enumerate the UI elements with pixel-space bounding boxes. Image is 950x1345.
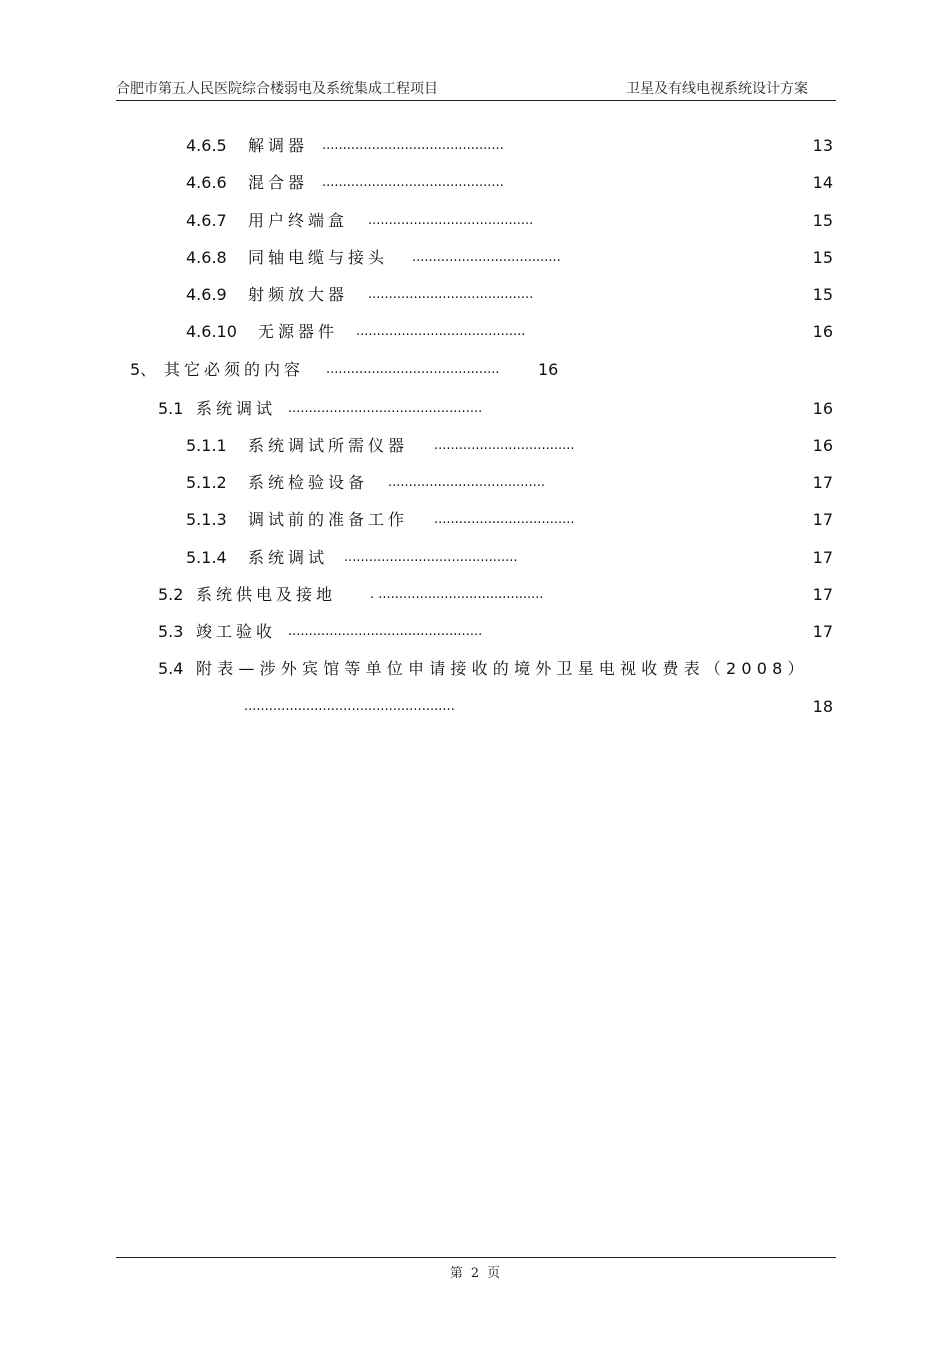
header-project-title: 合肥市第五人民医院综合楼弱电及系统集成工程项目 [116, 81, 438, 97]
toc-entry-title: 附表—涉外宾馆等单位申请接收的境外卫星电视收费表（2008） [196, 659, 809, 678]
toc-entry-title: 系统调试 [248, 548, 329, 567]
toc-entry-number: 4.6.10 [186, 322, 237, 341]
toc-entry-page: 15 [812, 285, 833, 304]
toc-entry-page: 15 [812, 211, 833, 230]
toc-entry-number: 4.6.8 [186, 248, 227, 267]
toc-entry-title: 系统调试 [196, 399, 277, 418]
toc-entry-page: 14 [812, 173, 833, 192]
toc-entry-number: 4.6.7 [186, 211, 227, 230]
toc-entry-page: 16 [812, 399, 833, 418]
footer-prefix: 第 [449, 1266, 463, 1281]
toc-entry-leader: ................................................... [244, 699, 455, 714]
toc-entry-number: 4.6.9 [186, 285, 227, 304]
toc-entry-leader: .......................................... [326, 362, 500, 377]
toc-entry-number: 5.4 [158, 659, 184, 678]
toc-entry-page: 18 [812, 697, 833, 716]
footer-suffix: 页 [487, 1266, 501, 1281]
toc-entry-leader: ........................................ [368, 287, 534, 302]
toc-entry-page: 16 [812, 436, 833, 455]
toc-entry-number: 5、 [130, 360, 157, 379]
page-footer [0, 1262, 950, 1281]
toc-entry-number: 5.1.2 [186, 473, 227, 492]
toc-entry-title: 混合器 [248, 173, 309, 192]
toc-entry-leader: . ........................................ [370, 587, 544, 602]
toc-entry-page: 17 [812, 473, 833, 492]
header-document-title: 卫星及有线电视系统设计方案 [626, 81, 808, 97]
toc-entry-title: 竣工验收 [196, 622, 277, 641]
toc-entry-leader: .................................. [434, 438, 575, 453]
toc-entry-leader: ......................................... [356, 324, 526, 339]
toc-entry-leader: ........................................ [368, 213, 534, 228]
toc-entry-number: 4.6.6 [186, 173, 227, 192]
toc-entry-leader: ............................................... [288, 624, 483, 639]
toc-entry-leader: .......................................... [344, 550, 518, 565]
toc-entry-number: 5.1.3 [186, 510, 227, 529]
toc-entry-title: 射频放大器 [248, 285, 349, 304]
toc-entry-page: 13 [812, 136, 833, 155]
toc-entry-title: 系统检验设备 [248, 473, 369, 492]
toc-entry-title: 同轴电缆与接头 [248, 248, 389, 267]
toc-entry-leader: ............................................... [288, 401, 483, 416]
toc-entry-title: 系统供电及接地 [196, 585, 337, 604]
toc-entry-page: 17 [812, 585, 833, 604]
toc-entry-leader: ............................................ [322, 138, 504, 153]
toc-entry-page: 17 [812, 510, 833, 529]
toc-entry-leader: ...................................... [388, 475, 546, 490]
toc-entry-number: 5.3 [158, 622, 184, 641]
toc-entry-title: 系统调试所需仪器 [248, 436, 409, 455]
toc-entry-number: 5.2 [158, 585, 184, 604]
page-header [116, 76, 836, 101]
footer-divider [116, 1257, 836, 1258]
toc-entry-number: 5.1.4 [186, 548, 227, 567]
toc-entry-page: 17 [812, 548, 833, 567]
toc-entry-title: 调试前的准备工作 [248, 510, 409, 529]
footer-page-number: 2 [470, 1266, 480, 1281]
toc-entry-leader: ............................................ [322, 175, 504, 190]
toc-entry-page: 17 [812, 622, 833, 641]
toc-entry-leader: .................................. [434, 512, 575, 527]
toc-entry-title: 解调器 [248, 136, 309, 155]
toc-entry-title: 其它必须的内容 [164, 360, 305, 379]
toc-entry-number: 5.1 [158, 399, 184, 418]
toc-entry-title: 无源器件 [258, 322, 339, 341]
toc-entry-page: 16 [538, 360, 559, 379]
toc-entry-number: 4.6.5 [186, 136, 227, 155]
toc-entry-number: 5.1.1 [186, 436, 227, 455]
toc-entry-leader: .................................... [412, 250, 561, 265]
toc-entry-page: 15 [812, 248, 833, 267]
toc-entry-title: 用户终端盒 [248, 211, 349, 230]
toc-entry-page: 16 [812, 322, 833, 341]
